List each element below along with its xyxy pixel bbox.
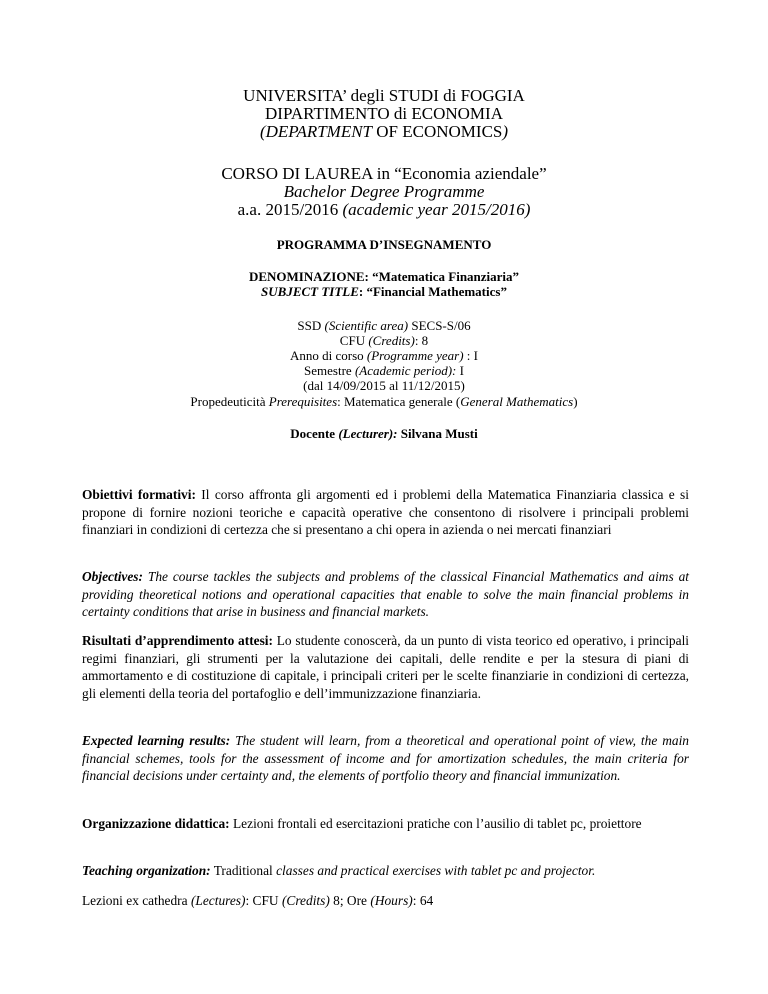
subject-title-en: SUBJECT TITLE: “Financial Mathematics” <box>261 284 507 299</box>
prerequisites-line: Propedeuticità Prerequisites: Matematica generale (General Mathematics) <box>190 394 578 409</box>
department-name: DIPARTIMENTO di ECONOMIA <box>265 104 503 123</box>
course-name-en: Bachelor Degree Programme <box>283 182 485 201</box>
objectives-section: Objectives: The course tackles the subjects and problems of the classical Financial Mathematics and aims at providing theoretical notions and operational capacities that enable to solve the main financial problems in certainty conditions that arise in business and financial markets. <box>82 569 689 620</box>
risultati-section: Risultati d’apprendimento attesi: Lo studente conoscerà, da un punto di vista teorico ed operativo, i principali regimi finanziari, gli strumenti per la valutazione dei capitali, delle rendite e per la stesura di piani di ammortamento e di costituzione di capitale, i principali criteri per le scelte finanziarie in condizioni di certezza, gli elementi della teoria del portafoglio e dell’immunizzazione finanziaria. <box>82 633 690 701</box>
programme-year-line: Anno di corso (Programme year) : I <box>289 348 478 363</box>
course-name: CORSO DI LAUREA in “Economia aziendale” <box>221 164 547 183</box>
semester-dates: (dal 14/09/2015 al 11/12/2015) <box>303 378 465 393</box>
university-name: UNIVERSITA’ degli STUDI di FOGGIA <box>243 86 525 105</box>
cfu-line: CFU (Credits): 8 <box>339 333 429 348</box>
obiettivi-formativi-section: Obiettivi formativi: Il corso affronta gli argomenti ed i problemi della Matematica Finanziaria classica e si propone di fornire nozioni teoriche e capacità operative che consentono di risolvere i principali problemi finanziari in condizioni di certezza che si presentano a chi opera in azienda o nei mercati finanziari <box>82 487 689 538</box>
teaching-organization-section: Teaching organization: Traditional classes and practical exercises with tablet pc and projector. <box>82 863 596 878</box>
expected-results-section: Expected learning results: The student will learn, from a theoretical and operational point of view, the main financial schemes, tools for the assessment of income and for amortization schedules, the main criteria for financial decisions under certainty and, the elements of portfolio theory and financial immunization. <box>82 733 689 784</box>
semester-line: Semestre (Academic period): I <box>304 363 464 378</box>
organizzazione-section: Organizzazione didattica: Lezioni frontali ed esercitazioni pratiche con l’ausilio di tablet pc, proiettore <box>82 816 642 831</box>
lectures-hours-line: Lezioni ex cathedra (Lectures): CFU (Credits) 8; Ore (Hours): 64 <box>82 893 434 908</box>
subject-denomination: DENOMINAZIONE: “Matematica Finanziaria” <box>248 269 520 284</box>
department-name-en: (DEPARTMENT OF ECONOMICS) <box>259 122 509 141</box>
ssd-line: SSD (Scientific area) SECS-S/06 <box>297 318 471 333</box>
lecturer-line: Docente (Lecturer): Silvana Musti <box>290 426 478 441</box>
program-title: PROGRAMMA D’INSEGNAMENTO <box>276 237 492 252</box>
academic-year: a.a. 2015/2016 (academic year 2015/2016) <box>237 200 531 219</box>
